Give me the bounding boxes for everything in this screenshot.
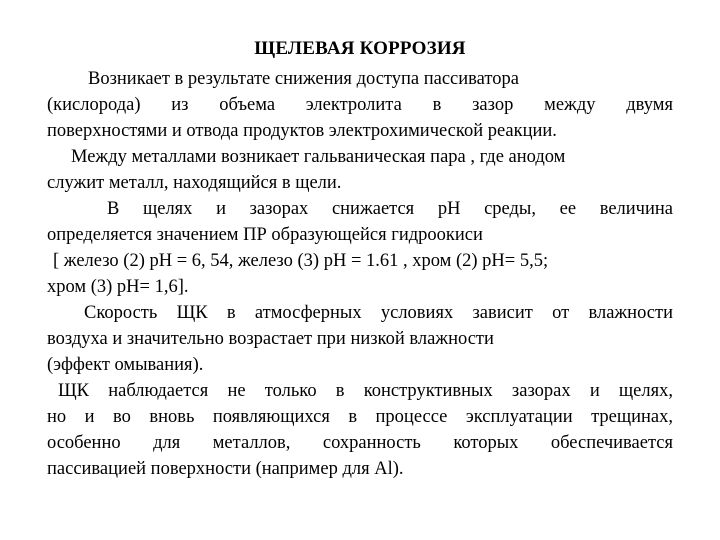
text-line: определяется значением ПР образующейся гидроокиси (47, 225, 483, 245)
text-line: (эффект омывания). (47, 355, 204, 375)
text-line: но и во вновь появляющихся в процессе эксплуатации трещинах, (47, 407, 673, 427)
text-line: Скорость ЩК в атмосферных условиях зависит от влажности (84, 303, 673, 323)
text-line: ЩК наблюдается не только в конструктивных зазорах и щелях, (58, 381, 673, 401)
document-body (47, 66, 673, 482)
text-line: хром (3) рН= 1,6]. (47, 277, 189, 297)
text-line: пассивацией поверхности (например для Al). (47, 459, 404, 479)
text-line: В щелях и зазорах снижается рН среды, ее величина (107, 199, 673, 219)
page-title: ЩЕЛЕВАЯ КОРРОЗИЯ (254, 38, 466, 59)
text-line: поверхностями и отвода продуктов электрохимической реакции. (47, 121, 557, 141)
text-line: Между металлами возникает гальваническая пара , где анодом (71, 147, 566, 167)
text-line: (кислорода) из объема электролита в зазор между двумя (47, 95, 673, 115)
text-line: служит металл, находящийся в щели. (47, 173, 342, 193)
text-line: особенно для металлов, сохранность которых обеспечивается (47, 433, 673, 453)
text-line: Возникает в результате снижения доступа пассиватора (88, 69, 519, 89)
text-line: воздуха и значительно возрастает при низкой влажности (47, 329, 494, 349)
text-line: [ железо (2) рН = 6, 54, железо (3) рН = 1.61 , хром (2) рН= 5,5; (53, 251, 549, 271)
